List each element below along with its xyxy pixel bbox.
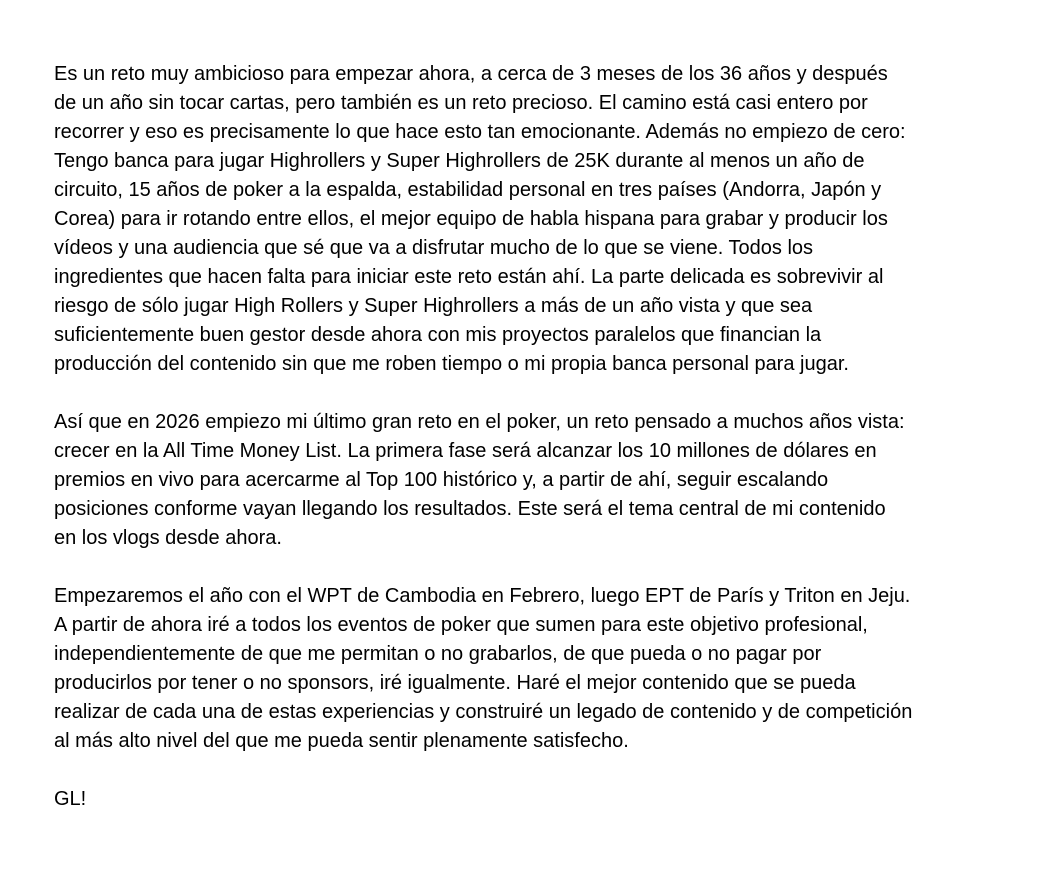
- text-line: realizar de cada una de estas experiencias y construiré un legado de contenido y de competición: [54, 701, 913, 723]
- text-line: A partir de ahora iré a todos los eventos de poker que sumen para este objetivo profesional,: [54, 614, 868, 636]
- text-line: GL!: [54, 788, 87, 810]
- paragraph-closing: [54, 785, 1014, 814]
- text-line: Es un reto muy ambicioso para empezar ahora, a cerca de 3 meses de los 36 años y después: [54, 63, 888, 85]
- text-line: Tengo banca para jugar Highrollers y Super Highrollers de 25K durante al menos un año de: [54, 150, 865, 172]
- text-line: vídeos y una audiencia que sé que va a disfrutar mucho de lo que se viene. Todos los: [54, 237, 814, 259]
- text-line: Empezaremos el año con el WPT de Cambodia en Febrero, luego EPT de París y Triton en Jeju.: [54, 585, 911, 607]
- text-line: en los vlogs desde ahora.: [54, 527, 282, 549]
- text-line: producirlos por tener o no sponsors, iré igualmente. Haré el mejor contenido que se pueda: [54, 672, 856, 694]
- text-line: de un año sin tocar cartas, pero también es un reto precioso. El camino está casi entero por: [54, 92, 868, 114]
- text-line: riesgo de sólo jugar High Rollers y Super Highrollers a más de un año vista y que sea: [54, 295, 813, 317]
- paragraph-3: [54, 582, 1014, 756]
- text-line: crecer en la All Time Money List. La primera fase será alcanzar los 10 millones de dólares en: [54, 440, 877, 462]
- text-line: circuito, 15 años de poker a la espalda, estabilidad personal en tres países (Andorra, Japón y: [54, 179, 882, 201]
- text-line: independientemente de que me permitan o no grabarlos, de que pueda o no pagar por: [54, 643, 822, 665]
- text-line: al más alto nivel del que me pueda sentir plenamente satisfecho.: [54, 730, 629, 752]
- text-line: posiciones conforme vayan llegando los resultados. Este será el tema central de mi contenido: [54, 498, 886, 520]
- text-line: ingredientes que hacen falta para iniciar este reto están ahí. La parte delicada es sobrevivir al: [54, 266, 884, 288]
- text-line: recorrer y eso es precisamente lo que hace esto tan emocionante. Además no empiezo de cero:: [54, 121, 906, 143]
- text-line: producción del contenido sin que me roben tiempo o mi propia banca personal para jugar.: [54, 353, 849, 375]
- text-line: suficientemente buen gestor desde ahora con mis proyectos paralelos que financian la: [54, 324, 822, 346]
- paragraph-1: [54, 60, 1014, 379]
- text-line: Así que en 2026 empiezo mi último gran reto en el poker, un reto pensado a muchos años vista:: [54, 411, 905, 433]
- text-line: Corea) para ir rotando entre ellos, el mejor equipo de habla hispana para grabar y producir los: [54, 208, 888, 230]
- document-body: [54, 60, 1014, 843]
- text-line: premios en vivo para acercarme al Top 100 histórico y, a partir de ahí, seguir escalando: [54, 469, 829, 491]
- paragraph-2: [54, 408, 1014, 553]
